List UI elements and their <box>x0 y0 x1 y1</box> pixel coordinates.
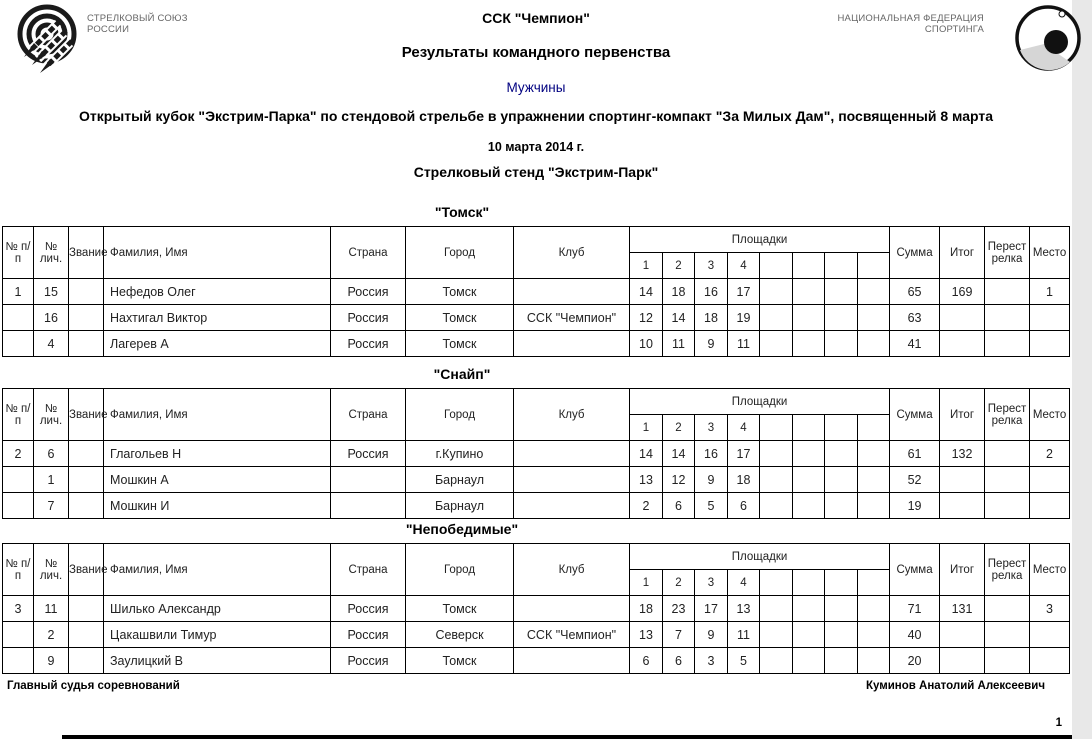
col-header-lich: № лич. <box>34 227 69 279</box>
table-header <box>3 227 1070 279</box>
col-header-pp: № п/п <box>3 227 34 279</box>
col-header-sum: Сумма <box>890 389 940 441</box>
cell-score-8 <box>858 331 890 357</box>
col-header-lich: № лич. <box>34 389 69 441</box>
cell-country <box>331 467 406 493</box>
col-header-total: Итог <box>940 544 985 596</box>
cell-club <box>514 493 630 519</box>
cell-total-empty <box>940 493 985 519</box>
header-row <box>3 544 1070 570</box>
cell-shootoff <box>985 441 1030 467</box>
team-results-table <box>2 543 1070 674</box>
venue-label: Стрелковый стенд "Экстрим-Парк" <box>413 164 659 180</box>
cell-score-4: 6 <box>728 493 760 519</box>
page-number: 1 <box>1055 717 1062 729</box>
cell-score-1: 14 <box>630 279 663 305</box>
cell-score-4: 11 <box>728 331 760 357</box>
col-header-club: Клуб <box>514 544 630 596</box>
table-row <box>3 648 1070 674</box>
cell-team-number: 2 <box>3 441 34 467</box>
cell-club <box>514 596 630 622</box>
col-header-ground-8 <box>858 253 890 279</box>
cell-score-3: 9 <box>695 331 728 357</box>
cell-name: Лагерев А <box>104 331 331 357</box>
cell-country: Россия <box>331 305 406 331</box>
cell-score-1: 14 <box>630 441 663 467</box>
team-title: "Томск" <box>434 204 490 220</box>
col-header-ground-8 <box>858 570 890 596</box>
cell-name: Цакашвили Тимур <box>104 622 331 648</box>
cell-rank <box>69 441 104 467</box>
table-body <box>3 596 1070 674</box>
cell-sum: 52 <box>890 467 940 493</box>
cell-shooter-number: 15 <box>34 279 69 305</box>
page-title: Результаты командного первенства <box>401 44 671 61</box>
cell-score-8 <box>858 441 890 467</box>
cell-country: Россия <box>331 441 406 467</box>
col-header-ground-3: 3 <box>695 253 728 279</box>
cell-rank <box>69 279 104 305</box>
table-row <box>3 305 1070 331</box>
cell-country: Россия <box>331 648 406 674</box>
cell-score-1: 18 <box>630 596 663 622</box>
table-row <box>3 596 1070 622</box>
team-title: "Снайп" <box>433 366 491 382</box>
club-title: ССК "Чемпион" <box>482 10 590 26</box>
cell-score-6 <box>793 279 825 305</box>
table-row <box>3 493 1070 519</box>
col-header-shootoff: Перест релка <box>985 227 1030 279</box>
cell-shootoff-empty <box>985 331 1030 357</box>
team-block <box>2 366 1069 519</box>
cell-score-3: 9 <box>695 622 728 648</box>
cell-score-8 <box>858 648 890 674</box>
cell-score-3: 5 <box>695 493 728 519</box>
cell-score-1: 10 <box>630 331 663 357</box>
cell-total-empty <box>940 467 985 493</box>
cell-name: Мошкин И <box>104 493 331 519</box>
cell-country: Россия <box>331 279 406 305</box>
table-row <box>3 279 1070 305</box>
team-block <box>2 204 1069 357</box>
cell-total: 132 <box>940 441 985 467</box>
col-header-ground-1: 1 <box>630 253 663 279</box>
cell-score-5 <box>760 441 793 467</box>
cell-sum: 71 <box>890 596 940 622</box>
cell-rank <box>69 467 104 493</box>
cell-rank <box>69 596 104 622</box>
col-header-ground-7 <box>825 253 858 279</box>
cell-city: Томск <box>406 596 514 622</box>
cell-shootoff-empty <box>985 305 1030 331</box>
cell-team-number-empty <box>3 493 34 519</box>
cell-score-1: 13 <box>630 467 663 493</box>
col-header-ground-2: 2 <box>663 253 695 279</box>
cell-score-2: 6 <box>663 493 695 519</box>
cell-name: Шилько Александр <box>104 596 331 622</box>
cell-city: Томск <box>406 279 514 305</box>
cell-sum: 63 <box>890 305 940 331</box>
col-header-pp: № п/п <box>3 544 34 596</box>
cell-score-5 <box>760 305 793 331</box>
cell-shootoff-empty <box>985 493 1030 519</box>
cell-team-number: 1 <box>3 279 34 305</box>
col-header-ground-2: 2 <box>663 570 695 596</box>
cell-place-empty <box>1030 305 1070 331</box>
col-header-total: Итог <box>940 389 985 441</box>
col-header-ground-1: 1 <box>630 415 663 441</box>
cell-score-6 <box>793 648 825 674</box>
org-left-line1: СТРЕЛКОВЫЙ СОЮЗ <box>87 13 188 24</box>
org-left-line2: РОССИИ <box>87 24 130 35</box>
cell-club <box>514 648 630 674</box>
col-header-ground-6 <box>793 253 825 279</box>
col-header-name: Фамилия, Имя <box>104 227 331 279</box>
cell-team-number-empty <box>3 467 34 493</box>
cell-score-6 <box>793 467 825 493</box>
col-header-city: Город <box>406 389 514 441</box>
col-header-name: Фамилия, Имя <box>104 389 331 441</box>
cell-total-empty <box>940 305 985 331</box>
col-header-ground-5 <box>760 570 793 596</box>
cell-score-8 <box>858 467 890 493</box>
cell-score-2: 6 <box>663 648 695 674</box>
cell-score-6 <box>793 305 825 331</box>
cell-place: 1 <box>1030 279 1070 305</box>
cell-sum: 65 <box>890 279 940 305</box>
team-block <box>2 521 1069 674</box>
event-title: Открытый кубок "Экстрим-Парка" по стендовой стрельбе в упражнении спортинг-компакт "За Милых Дам", посвященный 8 марта <box>78 108 994 124</box>
cell-shooter-number: 4 <box>34 331 69 357</box>
cell-city: Томск <box>406 648 514 674</box>
cell-score-7 <box>825 279 858 305</box>
team-results-table <box>2 226 1070 357</box>
cell-rank <box>69 622 104 648</box>
cell-shootoff-empty <box>985 648 1030 674</box>
col-header-pp: № п/п <box>3 389 34 441</box>
cell-score-2: 14 <box>663 305 695 331</box>
cell-rank <box>69 493 104 519</box>
cell-sum: 20 <box>890 648 940 674</box>
cell-rank <box>69 305 104 331</box>
cell-place-empty <box>1030 648 1070 674</box>
cell-score-6 <box>793 441 825 467</box>
cell-shooter-number: 1 <box>34 467 69 493</box>
col-header-total: Итог <box>940 227 985 279</box>
col-header-ground-8 <box>858 415 890 441</box>
col-header-rank: Звание <box>69 544 104 596</box>
cell-sum: 19 <box>890 493 940 519</box>
cell-score-2: 18 <box>663 279 695 305</box>
cell-score-7 <box>825 596 858 622</box>
header-row <box>3 389 1070 415</box>
col-header-ground-3: 3 <box>695 570 728 596</box>
cell-country: Россия <box>331 622 406 648</box>
cell-sum: 61 <box>890 441 940 467</box>
cell-shootoff <box>985 596 1030 622</box>
cell-place: 2 <box>1030 441 1070 467</box>
cell-score-8 <box>858 279 890 305</box>
col-header-city: Город <box>406 227 514 279</box>
cell-place-empty <box>1030 467 1070 493</box>
cell-sum: 41 <box>890 331 940 357</box>
table-body <box>3 279 1070 357</box>
cell-place-empty <box>1030 622 1070 648</box>
cell-club: ССК "Чемпион" <box>514 305 630 331</box>
cell-shooter-number: 11 <box>34 596 69 622</box>
cell-city: Северск <box>406 622 514 648</box>
cell-club <box>514 331 630 357</box>
col-header-ground-2: 2 <box>663 415 695 441</box>
table-header <box>3 389 1070 441</box>
cell-total: 131 <box>940 596 985 622</box>
cell-score-5 <box>760 493 793 519</box>
cell-score-8 <box>858 305 890 331</box>
cell-score-1: 2 <box>630 493 663 519</box>
cell-score-2: 11 <box>663 331 695 357</box>
cell-score-1: 12 <box>630 305 663 331</box>
cell-score-7 <box>825 331 858 357</box>
col-header-lich: № лич. <box>34 544 69 596</box>
cell-score-3: 3 <box>695 648 728 674</box>
cell-shooter-number: 2 <box>34 622 69 648</box>
cell-score-5 <box>760 279 793 305</box>
cell-score-7 <box>825 493 858 519</box>
col-header-city: Город <box>406 544 514 596</box>
cell-team-number-empty <box>3 622 34 648</box>
cell-place: 3 <box>1030 596 1070 622</box>
cell-score-5 <box>760 331 793 357</box>
col-header-club: Клуб <box>514 227 630 279</box>
cell-country <box>331 493 406 519</box>
cell-shooter-number: 9 <box>34 648 69 674</box>
cell-score-4: 13 <box>728 596 760 622</box>
team-title: "Непобедимые" <box>405 521 519 537</box>
cell-city: Барнаул <box>406 467 514 493</box>
cell-score-8 <box>858 493 890 519</box>
col-header-place: Место <box>1030 227 1070 279</box>
col-header-grounds: Площадки <box>630 227 890 253</box>
table-row <box>3 441 1070 467</box>
cell-place-empty <box>1030 331 1070 357</box>
col-header-ground-4: 4 <box>728 415 760 441</box>
cell-club <box>514 467 630 493</box>
cell-score-2: 7 <box>663 622 695 648</box>
col-header-country: Страна <box>331 544 406 596</box>
col-header-name: Фамилия, Имя <box>104 544 331 596</box>
cell-name: Заулицкий В <box>104 648 331 674</box>
org-right-line1: НАЦИОНАЛЬНАЯ ФЕДЕРАЦИЯ <box>837 13 984 24</box>
col-header-ground-1: 1 <box>630 570 663 596</box>
table-body <box>3 441 1070 519</box>
cell-shootoff <box>985 279 1030 305</box>
cell-score-7 <box>825 305 858 331</box>
cell-score-5 <box>760 596 793 622</box>
cell-score-7 <box>825 441 858 467</box>
cell-score-4: 17 <box>728 279 760 305</box>
col-header-ground-3: 3 <box>695 415 728 441</box>
cell-rank <box>69 331 104 357</box>
cell-score-7 <box>825 648 858 674</box>
cell-score-6 <box>793 493 825 519</box>
cell-score-7 <box>825 622 858 648</box>
cell-club <box>514 441 630 467</box>
cell-score-3: 17 <box>695 596 728 622</box>
col-header-grounds: Площадки <box>630 389 890 415</box>
table-row <box>3 622 1070 648</box>
col-header-country: Страна <box>331 227 406 279</box>
cell-shootoff-empty <box>985 622 1030 648</box>
cell-score-8 <box>858 596 890 622</box>
cell-team-number-empty <box>3 331 34 357</box>
chief-judge-label: Главный судья соревнований <box>7 680 180 692</box>
cell-shooter-number: 6 <box>34 441 69 467</box>
cell-city: г.Купино <box>406 441 514 467</box>
table-header <box>3 544 1070 596</box>
cell-club: ССК "Чемпион" <box>514 622 630 648</box>
cell-score-2: 23 <box>663 596 695 622</box>
cell-city: Томск <box>406 331 514 357</box>
cell-name: Нефедов Олег <box>104 279 331 305</box>
col-header-place: Место <box>1030 544 1070 596</box>
cell-score-4: 5 <box>728 648 760 674</box>
cell-score-3: 16 <box>695 441 728 467</box>
cell-score-8 <box>858 622 890 648</box>
cell-name: Глагольев Н <box>104 441 331 467</box>
col-header-ground-6 <box>793 415 825 441</box>
col-header-shootoff: Перест релка <box>985 389 1030 441</box>
cell-country: Россия <box>331 331 406 357</box>
cell-shooter-number: 7 <box>34 493 69 519</box>
col-header-club: Клуб <box>514 389 630 441</box>
cell-score-4: 19 <box>728 305 760 331</box>
cell-score-7 <box>825 467 858 493</box>
cell-team-number-empty <box>3 648 34 674</box>
col-header-sum: Сумма <box>890 227 940 279</box>
cell-score-1: 6 <box>630 648 663 674</box>
col-header-ground-7 <box>825 570 858 596</box>
col-header-shootoff: Перест релка <box>985 544 1030 596</box>
col-header-rank: Звание <box>69 389 104 441</box>
cell-score-3: 9 <box>695 467 728 493</box>
org-right-line2: СПОРТИНГА <box>924 24 984 35</box>
cell-score-6 <box>793 596 825 622</box>
col-header-grounds: Площадки <box>630 544 890 570</box>
col-header-country: Страна <box>331 389 406 441</box>
col-header-sum: Сумма <box>890 544 940 596</box>
cell-city: Томск <box>406 305 514 331</box>
cell-score-5 <box>760 467 793 493</box>
cell-sum: 40 <box>890 622 940 648</box>
cell-score-3: 16 <box>695 279 728 305</box>
cell-score-6 <box>793 622 825 648</box>
cell-team-number: 3 <box>3 596 34 622</box>
cell-score-4: 11 <box>728 622 760 648</box>
event-date: 10 марта 2014 г. <box>487 140 585 154</box>
header-row <box>3 227 1070 253</box>
cell-total-empty <box>940 622 985 648</box>
col-header-ground-4: 4 <box>728 570 760 596</box>
col-header-ground-7 <box>825 415 858 441</box>
cell-score-1: 13 <box>630 622 663 648</box>
category-label: Мужчины <box>506 80 566 95</box>
cell-total-empty <box>940 331 985 357</box>
col-header-ground-4: 4 <box>728 253 760 279</box>
cell-score-6 <box>793 331 825 357</box>
cell-country: Россия <box>331 596 406 622</box>
cell-score-5 <box>760 648 793 674</box>
col-header-rank: Звание <box>69 227 104 279</box>
cell-name: Мошкин А <box>104 467 331 493</box>
cell-place-empty <box>1030 493 1070 519</box>
cell-team-number-empty <box>3 305 34 331</box>
cell-score-2: 12 <box>663 467 695 493</box>
cell-shootoff-empty <box>985 467 1030 493</box>
table-row <box>3 331 1070 357</box>
table-row <box>3 467 1070 493</box>
bottom-bar <box>62 735 1072 739</box>
cell-score-3: 18 <box>695 305 728 331</box>
chief-judge-name: Куминов Анатолий Алексеевич <box>865 680 1045 692</box>
cell-score-5 <box>760 622 793 648</box>
team-results-table <box>2 388 1070 519</box>
col-header-ground-5 <box>760 415 793 441</box>
col-header-ground-6 <box>793 570 825 596</box>
cell-city: Барнаул <box>406 493 514 519</box>
cell-rank <box>69 648 104 674</box>
cell-shooter-number: 16 <box>34 305 69 331</box>
col-header-ground-5 <box>760 253 793 279</box>
cell-name: Нахтигал Виктор <box>104 305 331 331</box>
cell-score-4: 18 <box>728 467 760 493</box>
cell-total-empty <box>940 648 985 674</box>
col-header-place: Место <box>1030 389 1070 441</box>
cell-total: 169 <box>940 279 985 305</box>
cell-score-4: 17 <box>728 441 760 467</box>
cell-club <box>514 279 630 305</box>
cell-score-2: 14 <box>663 441 695 467</box>
